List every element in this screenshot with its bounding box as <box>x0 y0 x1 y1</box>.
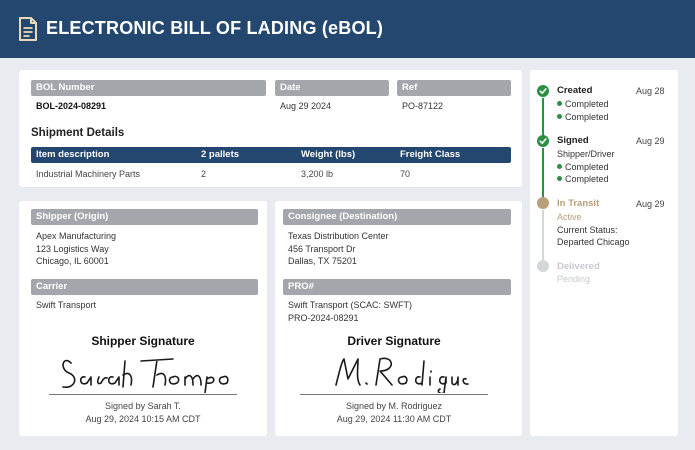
shipment-table-header <box>31 147 511 163</box>
bol-number-value: BOL-2024-08291 <box>36 101 107 111</box>
page-title: ELECTRONIC BILL OF LADING (eBOL) <box>46 18 384 38</box>
consignee-address <box>288 230 389 268</box>
table-cell: 70 <box>400 169 411 179</box>
substep-item: Completed <box>557 173 615 186</box>
address-line: 123 Logistics Way <box>36 243 109 254</box>
table-cell: Industrial Machinery Parts <box>36 169 141 179</box>
date-label: Date <box>275 80 389 96</box>
signed-at: Aug 29, 2024 10:15 AM CDT <box>85 413 201 424</box>
timeline-status: Signed <box>557 135 589 146</box>
substep-item: Completed <box>557 98 609 111</box>
signed-at: Aug 29, 2024 11:30 AM CDT <box>336 413 452 424</box>
carrier-value: Swift Transport <box>36 300 97 310</box>
consignee-card <box>275 201 522 436</box>
ref-value: PO-87122 <box>402 101 444 111</box>
timeline-substeps <box>557 148 615 186</box>
shipper-signature-meta <box>49 400 237 425</box>
pro-line: PRO-2024-08291 <box>288 312 359 323</box>
status-dot-icon <box>557 176 562 181</box>
timeline-step-signed <box>537 135 549 147</box>
timeline-substeps <box>557 211 630 249</box>
shipper-signature-title: Shipper Signature <box>91 334 195 348</box>
address-line: Apex Manufacturing <box>36 231 117 241</box>
column-header: Freight Class <box>400 149 461 160</box>
status-dot-icon <box>557 101 562 106</box>
status-dot-icon <box>557 164 562 169</box>
carrier-label: Carrier <box>31 279 258 295</box>
timeline-substeps <box>557 98 609 123</box>
driver-signature-meta <box>300 400 488 425</box>
document-icon <box>18 17 38 41</box>
signed-by: Signed by M. Rodriguez <box>345 401 443 411</box>
timeline-step-in-transit <box>537 197 549 209</box>
timeline-date: Aug 28 <box>636 86 665 96</box>
table-cell: 3,200 lb <box>301 169 334 179</box>
shipper-card <box>19 201 267 436</box>
pro-label: PRO# <box>283 279 511 295</box>
column-header: Weight (lbs) <box>301 149 356 160</box>
address-line: Chicago, IL 60001 <box>36 256 109 266</box>
timeline-date: Aug 29 <box>636 199 665 209</box>
signed-role: Shipper/Driver <box>557 149 615 159</box>
timeline-status: Created <box>557 85 593 96</box>
timeline-step-delivered <box>537 260 549 272</box>
substep-item: Completed <box>557 161 615 174</box>
delivered-state: Pending <box>557 274 591 284</box>
current-status-value: Departed Chicago <box>557 237 630 247</box>
shipment-details-title: Shipment Details <box>31 127 125 139</box>
shipper-signature <box>57 349 232 393</box>
pro-value <box>288 299 412 324</box>
shipper-label: Shipper (Origin) <box>31 209 258 225</box>
status-dot-icon <box>557 114 562 119</box>
shipper-address <box>36 230 116 268</box>
driver-signature <box>330 349 470 393</box>
address-line: Dallas, TX 75201 <box>288 256 357 266</box>
timeline-status: Delivered <box>557 261 600 272</box>
status-timeline-card <box>530 70 678 436</box>
current-status-label: Current Status: <box>557 224 618 235</box>
timeline-date: Aug 29 <box>636 136 665 146</box>
check-icon <box>537 135 549 147</box>
column-header: Item description <box>36 149 110 160</box>
table-cell: 2 <box>201 169 207 179</box>
timeline-connector <box>542 148 544 203</box>
date-value: Aug 29 2024 <box>280 101 332 111</box>
pro-line: Swift Transport (SCAC: SWFT) <box>288 300 413 310</box>
timeline-status: In Transit <box>557 198 600 209</box>
page-header <box>0 0 695 58</box>
address-line: 456 Transport Dr <box>288 243 356 254</box>
address-line: Texas Distribution Center <box>288 231 389 241</box>
ref-label: Ref <box>397 80 511 96</box>
column-header: 2 pallets <box>201 149 240 160</box>
signature-line <box>49 394 237 395</box>
bol-number-label: BOL Number <box>31 80 266 96</box>
timeline-connector <box>542 210 544 260</box>
substep-item: Completed <box>557 111 609 124</box>
consignee-label: Consignee (Destination) <box>283 209 511 225</box>
signature-line <box>300 394 488 395</box>
check-icon <box>537 85 549 97</box>
signed-by: Signed by Sarah T. <box>105 401 181 411</box>
timeline-step-created <box>537 85 549 97</box>
driver-signature-title: Driver Signature <box>347 334 441 348</box>
transit-state: Active <box>557 212 582 222</box>
bol-summary-card <box>19 70 522 187</box>
